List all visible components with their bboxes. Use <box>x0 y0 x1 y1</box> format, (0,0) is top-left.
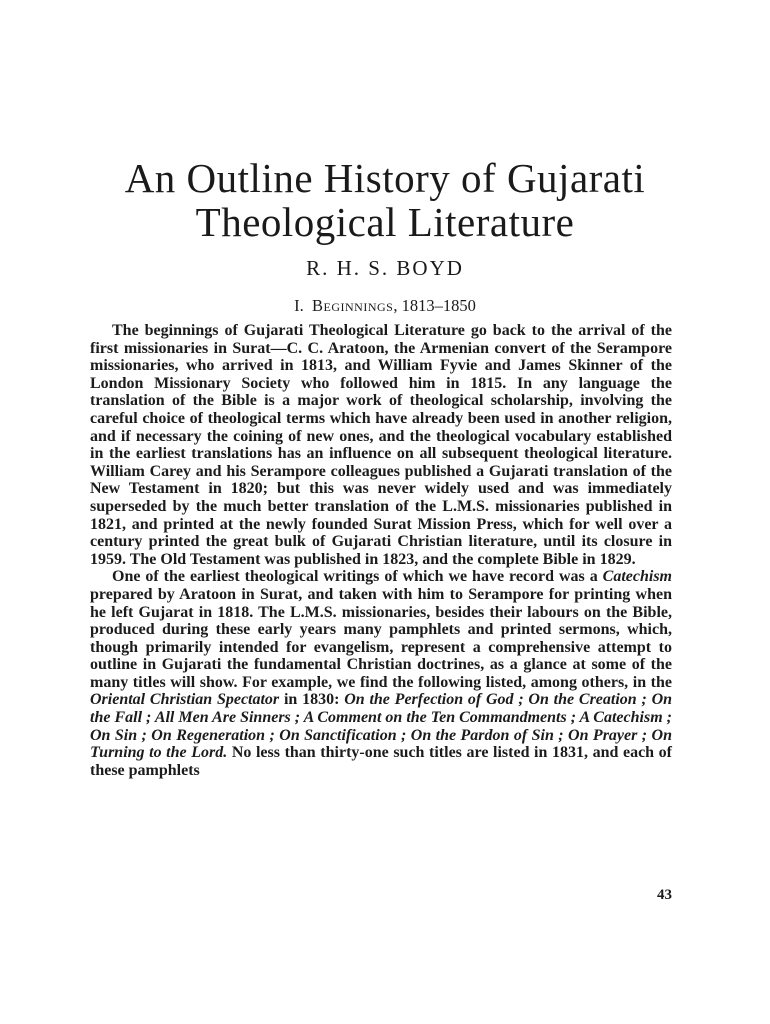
author: R. H. S. BOYD <box>306 256 464 280</box>
text-run: prepared by Aratoon in Surat, and taken with him to Serampore for printing when he left Gujarat in 1818. The L.M.S. missionaries, besides their labours on the Bible, produced during these early years many pamphlets and printed sermons, which, though primarily intended for evangelism, represent a comprehensive attempt to outline in Gujarati the fundamental Christian doctrines, as a glance at some of the many titles will show. For example, we find the following listed, among others, in the <box>90 585 672 691</box>
section-years: , 1813–1850 <box>393 296 476 315</box>
italic-run: Oriental Christian Spectator <box>90 691 280 709</box>
body-text <box>90 322 672 779</box>
text-run: in 1830: <box>279 691 345 709</box>
title-line-1: An Outline History of Gujarati <box>124 155 646 201</box>
italic-run: On the Perfection of God ; On the Creation ; On the Fall ; All Men Are Sinners ; A Comment on the Ten Commandments ; A Catechism ; On Sin ; On Regeneration ; On Sanctification ; On the Pardon of Sin ; On Prayer ; On Turning to the Lord. <box>90 691 673 762</box>
section-heading <box>60 296 710 316</box>
body-paragraph <box>90 322 672 568</box>
text-run: The beginnings of Gujarati Theological Literature go back to the arrival of the first missionaries in Surat—C. C. Aratoon, the Armenian convert of the Serampore missionaries, who arrived in 1813, and William Fyvie and James Skinner of the London Missionary Society who followed him in 1815. In any language the translation of the Bible is a major work of theological scholarship, involving the careful choice of theological terms which have already been used in another religion, and if necessary the coining of new ones, and the theological vocabulary established in the earliest translations has an influence on all subsequent theological literature. William Carey and his Serampore colleagues published a Gujarati translation of the New Testament in 1820; but this was never widely used and was immediately superseded by the much better translation of the L.M.S. missionaries published in 1821, and printed at the newly founded Surat Mission Press, which for well over a century printed the great bulk of Gujarati Christian literature, until its closure in 1959. The Old Testament was published in 1823, and the complete Bible in 1829. <box>90 322 672 568</box>
section-name: Beginnings <box>312 296 394 315</box>
text-run: No less than thirty-one such titles are listed in 1831, and each of these pamphlets <box>90 744 673 779</box>
text-run: One of the earliest theological writings of which we have record was a <box>112 568 603 586</box>
italic-run: Catechism <box>602 568 672 586</box>
section-number: I. <box>294 296 304 315</box>
page-number: 43 <box>657 887 672 903</box>
title-line-2: Theological Literature <box>195 199 575 245</box>
body-paragraph <box>90 568 672 779</box>
